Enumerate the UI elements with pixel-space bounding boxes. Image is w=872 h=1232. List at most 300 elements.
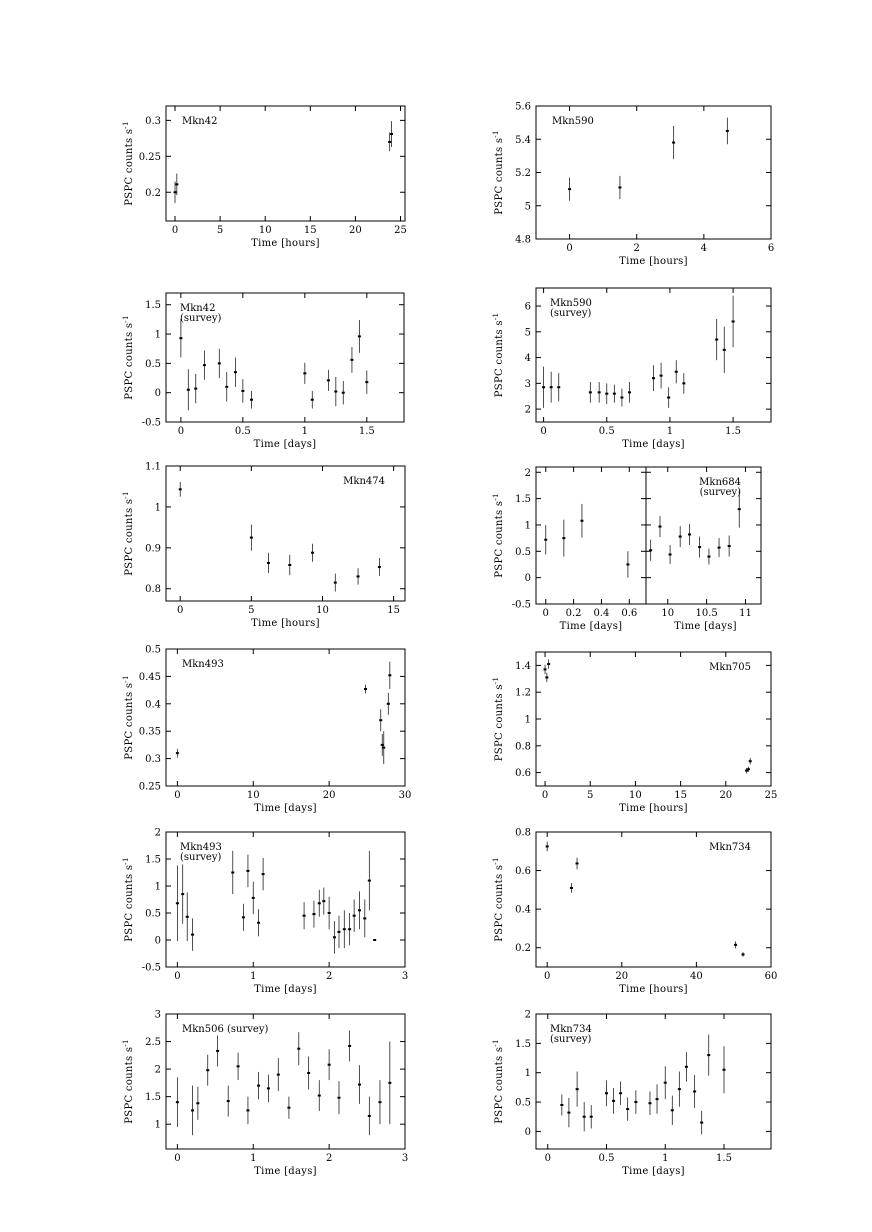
x-tick-label: 25 [764,790,778,801]
data-point [669,553,672,555]
y-axis-label [492,493,505,577]
panel-label: (survey) [180,313,222,324]
panel-label: Mkn42 [182,116,218,127]
data-point [334,391,337,393]
y-tick-label: 0.8 [145,584,161,596]
y-tick-label: 1 [524,520,531,532]
data-point [196,1102,199,1104]
x-tick-label: 11 [739,608,752,619]
y-axis-label-exponent: -1 [122,857,130,865]
y-tick-label: 1.5 [515,1038,531,1050]
y-axis-label [122,675,135,759]
data-point [241,390,244,392]
y-tick-label: 5 [524,201,531,213]
data-point [348,1045,351,1047]
data-point [242,916,245,918]
data-point [318,902,321,904]
panel-label: Mkn705 [709,662,751,673]
y-axis-label-text: PSPC counts s [124,1046,135,1124]
x-tick-label: 3 [401,1153,409,1164]
data-point [390,133,393,135]
y-axis-label [492,130,505,214]
data-point [363,917,366,919]
data-point [307,1072,310,1074]
x-tick-label: 30 [398,790,412,801]
y-tick-label: 1 [524,1068,531,1080]
data-point [678,1088,681,1090]
y-axis-label-text: PSPC counts s [124,128,135,206]
data-point [589,391,592,393]
data-point [620,397,623,399]
data-point [658,526,661,528]
data-point [388,674,391,676]
x-tick-label: 3 [401,971,409,982]
x-tick-label: 0 [566,243,573,254]
y-axis-label-exponent: -1 [492,493,500,501]
panel-label: Mkn684 [699,477,741,488]
y-axis-label-text: PSPC counts s [494,500,505,578]
data-point [187,389,190,391]
y-axis-label-exponent: -1 [122,675,130,683]
y-axis-label-text: PSPC counts s [494,320,505,398]
data-point [547,663,550,665]
data-point [567,1112,570,1114]
data-point [257,1085,260,1087]
data-point [337,1097,340,1099]
data-point [203,364,206,366]
data-point [715,339,718,341]
data-point [234,371,237,373]
y-axis-label-text: PSPC counts s [124,682,135,760]
data-point [718,547,721,549]
x-tick-label: 0 [540,426,547,437]
data-point [723,1069,726,1071]
x-axis-label: Time [days] [622,1166,685,1177]
x-axis-label: Time [days] [254,1166,317,1177]
data-point [749,760,752,762]
y-tick-label: 0.8 [515,827,531,839]
y-tick-label: 5.4 [515,134,531,146]
panel-p5 [122,462,405,630]
y-tick-label: 0.45 [138,671,161,683]
y-axis-label-exponent: -1 [122,121,130,129]
data-point [550,386,553,388]
data-point [605,393,608,395]
y-axis-label [492,677,505,761]
data-point [667,397,670,399]
data-point [546,845,549,847]
x-tick-label: 2 [325,1153,333,1164]
x-tick-label: 20 [719,790,733,801]
data-point [175,183,178,185]
x-tick-label: 1.5 [358,426,375,437]
panel-label: (survey) [550,1034,592,1045]
y-tick-label: -0.5 [141,962,161,974]
x-tick-label: 10 [258,225,272,236]
x-tick-label: 0 [544,1153,551,1164]
data-point [648,1102,651,1104]
data-point [368,880,371,882]
panel-p3 [122,293,404,450]
data-point [358,909,361,911]
y-tick-label: 4 [524,353,531,365]
y-axis-label [122,1039,135,1123]
data-point [576,1088,579,1090]
y-tick-label: 2.5 [145,1037,161,1049]
panel-p8 [492,652,777,814]
y-tick-label: 5.6 [515,101,531,113]
data-point [368,1115,371,1117]
panel-p2 [492,102,774,268]
data-point [216,1050,219,1052]
y-tick-label: 0.2 [145,187,161,199]
panel-p9 [122,828,408,996]
data-point [628,391,631,393]
x-tick-label: 1.5 [725,426,742,437]
y-tick-label: 0.2 [515,943,531,955]
y-tick-label: 0.25 [138,781,161,793]
data-point [353,915,356,917]
data-point [231,872,234,874]
x-tick-label: 2 [325,971,333,982]
data-point [732,321,735,323]
x-tick-label: 0 [544,971,551,982]
data-point [328,1064,331,1066]
panel-p6b [646,467,761,632]
y-axis-label-exponent: -1 [492,676,500,685]
data-point [388,141,391,143]
x-tick-label: 0.5 [598,426,615,437]
y-axis-label-exponent: -1 [492,312,500,321]
data-point [656,1098,659,1100]
x-axis-label: Time [hours] [251,618,320,629]
y-tick-label: 5 [524,327,531,339]
x-tick-label: 2 [633,243,640,254]
y-axis-label-text: PSPC counts s [494,684,505,762]
y-tick-label: 0.5 [515,546,531,558]
data-point [605,1092,608,1094]
data-point [227,1100,230,1102]
x-tick-label: 1.5 [716,1153,732,1164]
y-axis-label-exponent: -1 [492,1039,500,1047]
y-tick-label: 0.3 [145,754,161,766]
y-tick-label: 1 [154,329,161,341]
data-point [542,386,545,388]
data-point [303,372,306,374]
data-point [343,928,346,930]
data-point [312,913,315,915]
x-tick-label: 15 [674,790,687,801]
y-tick-label: 1 [154,881,161,893]
x-tick-label: 20 [615,971,629,982]
data-point [675,371,678,373]
y-tick-label: 0.5 [145,908,161,920]
y-tick-label: 0.5 [515,1097,531,1109]
data-point [685,1066,688,1068]
data-point [297,1048,300,1050]
panel-label: (survey) [550,308,592,319]
data-point [179,488,182,490]
data-point [176,752,179,754]
data-point [598,391,601,393]
y-tick-label: 0.8 [515,741,531,753]
data-point [311,552,314,554]
y-tick-label: 0.6 [515,866,531,878]
x-tick-label: 10 [629,790,642,801]
x-tick-label: 10 [661,608,675,619]
x-tick-label: 0.6 [621,608,638,619]
data-point [379,719,382,721]
y-tick-label: 1 [154,1119,161,1131]
y-tick-label: 0.4 [145,699,161,711]
data-point [337,931,340,933]
y-tick-label: 1.1 [145,461,161,473]
data-point [619,1092,622,1094]
data-point [387,703,390,705]
data-point [303,915,306,917]
data-point [322,900,325,902]
data-point [734,944,737,946]
y-tick-label: 0.5 [145,644,161,656]
y-tick-label: 6 [524,301,531,313]
data-point [742,953,745,955]
data-point [634,1101,637,1103]
data-point [726,130,729,132]
y-axis-label [492,1039,505,1123]
y-tick-label: 0 [524,573,531,585]
data-point [738,508,741,510]
data-point [181,893,184,895]
data-point [191,934,194,936]
data-point [350,359,353,361]
data-point [707,556,710,558]
data-point [664,1082,667,1084]
data-point [378,566,381,568]
y-axis-label-exponent: -1 [122,1039,130,1047]
y-tick-label: 0.35 [138,726,161,738]
data-point [246,1109,249,1111]
x-axis-label: Time [days] [254,803,317,814]
panel-label: Mkn474 [343,476,385,487]
data-point [194,388,197,390]
data-point [723,349,726,351]
x-axis-label: Time [hours] [251,238,320,249]
data-point [557,386,560,388]
y-tick-label: -0.5 [141,417,161,429]
data-point [311,399,314,401]
data-point [583,1116,586,1118]
panel-p7 [122,645,411,815]
y-tick-label: 0.6 [515,768,531,780]
data-point [237,1065,240,1067]
data-point [373,939,376,941]
y-axis-label-text: PSPC counts s [124,322,135,400]
data-point [580,520,583,522]
x-tick-label: 0.4 [593,608,610,619]
x-axis-label: Time [hours] [619,984,688,995]
x-tick-label: 0 [171,225,179,236]
data-point [327,379,330,381]
data-point [262,873,265,875]
x-tick-label: 1 [250,1153,257,1164]
y-axis-label [122,121,135,205]
y-tick-label: -0.5 [511,599,531,611]
panel-label: Mkn493 [180,842,222,853]
data-point [626,1108,629,1110]
panel-label: Mkn493 [182,659,224,670]
data-point [334,582,337,584]
data-point [544,668,547,670]
y-axis-label-exponent: -1 [122,491,130,499]
data-point [267,562,270,564]
data-point [618,186,621,188]
x-tick-label: 1 [301,426,309,437]
y-axis-label-text: PSPC counts s [124,498,135,576]
x-axis-label: Time [days] [674,621,737,632]
data-point [191,1109,194,1111]
x-tick-label: 0 [174,1153,181,1164]
y-axis-label [122,315,135,399]
x-axis-label: Time [hours] [619,803,688,814]
y-axis-label [492,857,505,941]
panel-p10 [492,828,777,996]
data-point [277,1074,280,1076]
data-point [364,688,367,690]
y-axis-label-exponent: -1 [492,857,500,865]
x-tick-label: 10.5 [695,608,718,619]
x-tick-label: 20 [349,225,362,236]
y-axis-label-text: PSPC counts s [494,137,505,215]
y-tick-label: 0.9 [145,543,161,555]
data-point [682,382,685,384]
x-axis-label: Time [hours] [619,256,688,267]
y-tick-label: 3 [154,1009,161,1021]
data-point [545,676,548,678]
y-tick-label: 0 [154,388,161,400]
y-axis-label-exponent: -1 [492,130,500,138]
data-point [728,545,731,547]
data-point [570,887,573,889]
data-point [267,1087,270,1089]
data-point [700,1122,703,1124]
data-point [348,928,351,930]
x-tick-label: 0.5 [234,426,251,437]
data-point [179,337,182,339]
x-tick-label: 5 [587,790,594,801]
y-tick-label: 2 [524,467,531,479]
data-point [176,1101,179,1103]
y-tick-label: 2 [154,1064,161,1076]
data-point [544,539,547,541]
data-point [693,1090,696,1092]
y-tick-label: 0.4 [515,904,531,916]
panel-label: Mkn42 [180,303,216,314]
data-point [560,1104,563,1106]
data-point [357,575,360,577]
y-tick-label: 1.2 [515,687,531,699]
y-tick-label: 5.2 [515,168,531,179]
panel-label: Mkn506 (survey) [182,1024,269,1035]
data-point [218,362,221,364]
data-point [747,768,750,770]
data-point [679,536,682,538]
x-tick-label: 25 [394,225,407,236]
panel-label: Mkn590 [550,298,592,309]
x-tick-label: 6 [767,243,775,254]
x-tick-label: 10 [246,790,260,801]
data-point [288,564,291,566]
y-tick-label: 2 [524,1009,531,1021]
data-point [388,1082,391,1084]
y-tick-label: 0 [154,935,161,947]
x-axis-label: Time [days] [254,984,317,995]
x-tick-label: 5 [216,225,224,236]
x-axis-label: Time [days] [622,439,685,450]
data-point [698,546,701,548]
x-tick-label: 0 [174,971,181,982]
x-tick-label: 0 [177,605,184,616]
data-point [652,377,655,379]
y-axis-label-exponent: -1 [122,315,130,323]
data-point [358,335,361,337]
y-tick-label: 0.5 [145,358,161,370]
x-axis-label: Time [days] [559,621,623,632]
data-point [688,533,691,535]
data-point [378,1101,381,1103]
data-point [250,399,253,401]
data-point [707,1054,710,1056]
x-tick-label: 1 [662,1153,669,1164]
data-point [252,897,255,899]
y-axis-label-text: PSPC counts s [494,1046,505,1124]
data-point [613,393,616,395]
data-point [568,188,571,190]
data-point [176,902,179,904]
y-axis-label-text: PSPC counts s [124,864,135,942]
y-tick-label: 3 [524,378,531,390]
x-tick-label: 0 [541,790,549,801]
y-tick-label: 4.8 [515,234,531,246]
data-point [333,936,336,938]
panel-p11 [122,1010,408,1178]
y-tick-label: 1.5 [145,854,161,866]
data-point [358,1084,361,1086]
x-tick-label: 1 [250,971,257,982]
y-tick-label: 0 [524,1126,531,1138]
x-tick-label: 40 [690,971,703,982]
x-tick-label: 20 [322,790,336,801]
y-tick-label: 2 [524,404,531,416]
data-point [649,549,652,551]
data-point [287,1107,290,1109]
data-point [250,537,253,539]
data-point [246,870,249,872]
y-tick-label: 1.4 [515,660,531,672]
x-tick-label: 0 [542,608,549,619]
data-point [382,747,385,749]
data-point [672,142,675,144]
plot-frame [536,467,646,604]
x-tick-label: 60 [764,971,778,982]
data-point [328,912,331,914]
data-point [660,375,663,377]
y-axis-label [492,313,505,397]
panel-p4 [492,288,771,450]
y-tick-label: 0.25 [138,151,161,163]
data-point [612,1100,615,1102]
y-axis-label [122,857,135,941]
data-point [626,563,629,565]
